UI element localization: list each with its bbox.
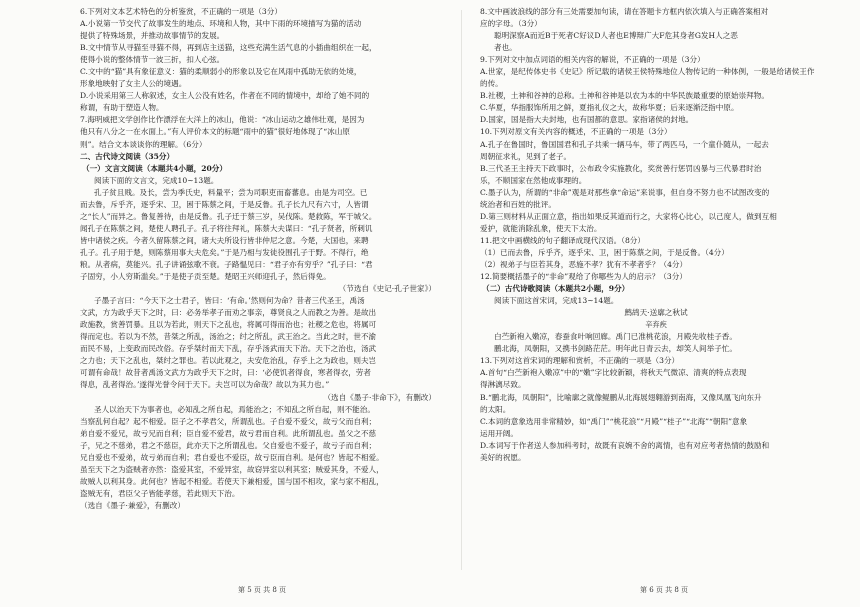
left_page-line: 而去鲁，斥乎齐，逐乎宋、卫，困于陈蔡之间，于是反鲁。孔子长九尺有六寸，人皆谓: [80, 199, 369, 209]
right_page-line: D.国家，国是指大夫封地，也有国都的意思。家指诸侯的封地。: [480, 115, 694, 125]
right_page-line: （二）古代诗歌阅读（本题共2小题，9分）: [482, 284, 630, 294]
right_page-line: C.墨子认为，所谓的“非命”观是对那些拿“命运”来说事，但自身不努力也不试图改变的: [480, 187, 770, 197]
left_page-line: 盗贼无有，君臣父子皆能孝慈，若此则天下治。: [80, 488, 240, 498]
right_page-line: D.第三则材料从正面立意，指出如果反其道而行之，大家将心比心，以己度人，做到互相: [480, 211, 777, 221]
right_page-line: 运用开阔。: [480, 428, 518, 438]
right_page-line: 8.文中画波浪线的部分有三处需要加句读，请在答题卡方框内依次填入与正确答案相对: [480, 7, 769, 16]
right_page-line: 的太阳。: [480, 404, 511, 414]
left_page-line: 可谓有命哉！故昔者禹汤文武方为政乎天下之时，曰：‘必使饥者得食，寒者得衣，劳者: [80, 368, 371, 378]
right_page-line: 周朝征求礼，见到了老子。: [480, 151, 572, 161]
left_page-line: （一）文言文阅读（本题共4小题，20分）: [82, 163, 227, 173]
right-page-footer: 第 6 页 共 8 页: [640, 586, 689, 594]
right_page-line: A.首句“白苎新袍入嫩凉”中的“嫩”字比较新颖，将秋天气微凉、清爽的特点表现: [480, 368, 747, 378]
right_page-line: B.三代圣王主持天下政事时，公布政令实施教化，奖赏善行惩罚凶暴与三代暴君时治: [480, 163, 762, 173]
left_page-line: 政施教，赏善罚暴。且以为若此，则天下之乱也，将属可得而治也；社稷之危也，将属可: [80, 320, 377, 330]
left_page-line: 他只有八分之一在水面上。”有人评价本文的标题“雨中的猫”很好地体现了“冰山原: [80, 127, 350, 137]
left-page-footer: 第 5 页 共 8 页: [238, 586, 287, 594]
left_page-line: 7.海明威把文学创作比作漂浮在大洋上的冰山，他说：“冰山运动之雄伟壮观，是因为: [80, 115, 365, 125]
left_page-line: 皆中诸侯之疾。今者久留陈蔡之间，诸大夫所设行皆非仲尼之意。今楚，大国也，来聘: [80, 235, 369, 245]
right_page-line: 应的字母。（3分）: [480, 19, 542, 29]
right_page-line: 9.下列对文中加点词语的相关内容的解说，不正确的一项是（3分）: [480, 55, 705, 65]
left_page-line: 提供了特殊场景，并推动故事情节的发展。: [80, 31, 225, 41]
left_page-line: 阅读下面的文言文，完成10~13题。: [94, 175, 219, 185]
left_page-line: 闻孔子在陈蔡之间，楚使人聘孔子。孔子将往拜礼，陈蔡大夫谋曰：“孔子贤者，所刺讥: [80, 223, 373, 233]
left_page-line: 而民不易，上变政而民改俗。存乎桀纣而天下乱，存乎汤武而天下治。天下之治也，汤武: [80, 344, 377, 354]
right_page-line: 白苎新袍入嫩凉，春蚕食叶响回廊。禹门已准桃花浪，月殿先收桂子香。: [494, 332, 737, 342]
right_page-line: B.“鹏北海，凤朝阳”，比喻廓之就像鲲鹏从北海展翅翱游到南海，又像凤凰飞向东升: [480, 392, 762, 402]
left_page-line: 文武，方为政乎天下之时，曰：必务举孝子而劝之事亲，尊贤良之人而教之为善。是故出: [80, 308, 377, 318]
left_page-line: 则”。结合文本谈谈你的理解。（6分）: [80, 139, 207, 149]
right_page-line: D.本词写于作者送人参加科考时，故既有哀婉不舍的离情，也有对应考者热情的鼓励和: [480, 440, 770, 450]
left_page-line: 之力也；天下之乱也，桀纣之罪也。若以此观之，夫安危治乱，存乎上之为政也，则夫岂: [80, 356, 377, 366]
right_page-line: 得淋漓尽致。: [480, 380, 526, 390]
left_page-line: 得息，乱者得治。’遂得光誉令问于天下。夫岂可以为命哉？故以为其力也。”: [80, 380, 330, 390]
right_page-line: 13.下列对这首宋词的理解和赏析，不正确的一项是（3分）: [480, 356, 680, 366]
right_page-line: 11.把文中画横线的句子翻译成现代汉语。（8分）: [480, 235, 645, 245]
left_page-line: A.小说第一节交代了故事发生的地点、环境和人物，其中下雨的环境描写为猫的活动: [80, 19, 362, 29]
right_page-line: 辛弃疾: [645, 320, 667, 330]
right_page-line: 者也。: [494, 43, 517, 53]
left_page-line: （选自《墨子·非命下》，有删改）: [323, 392, 436, 402]
right_page-line: 12.简要概括墨子的“非命”观给了你哪些为人的启示？（3分）: [480, 272, 687, 282]
left-page: [80, 6, 442, 591]
left_page-line: 子，兄之不慈弟，君之不慈臣，此亦天下之所谓乱也。父自爱也不爱子，故亏子而自利；: [80, 440, 377, 450]
right_page-line: 的传。: [480, 79, 503, 89]
left_page-line: 6.下列对文本艺术特色的分析鉴赏，不正确的一项是（3分）: [80, 7, 282, 16]
left_page-line: 形象地映射了女主人公的境遇。: [80, 79, 187, 89]
left_page-line: 弟自爱不爱兄，故亏兄而自利；臣自爱不爱君，故亏君而自利。此所谓乱也。虽父之不慈: [80, 428, 377, 438]
left_page-line: 圣人以治天下为事者也，必知乱之所自起，焉能治之；不知乱之所自起，则不能治。: [94, 404, 375, 414]
right_page-line: （2）视弟子与臣若其身，恶施不孝？犹有不孝者乎？（4分）: [480, 259, 688, 269]
right_page-line: 美好的祝愿。: [480, 452, 526, 462]
left_page-line: C.文中的“猫”具有象征意义：猫的柔顺弱小的形象以及它在风雨中孤助无依的处境，: [80, 67, 362, 77]
right_page-line: 统治者和百姓的批评。: [480, 199, 556, 209]
left_page-line: 之“长人”而异之。鲁复善待，由是反鲁。孔子迁于蔡三岁，吴伐陈。楚救陈，军于城父。: [80, 211, 377, 221]
right_page-line: C.本词的意象选用非常精妙，如“禹门”“桃花浪”“月殿”“桂子”“北海”“朝阳”意象: [480, 416, 748, 426]
right_page-line: B.社稷，土神和谷神的总称。土神和谷神是以农为本的中华民族最重要的原始崇拜物。: [480, 91, 769, 101]
right-page: [480, 6, 832, 591]
right_page-line: 鹧鸪天·送廓之秋试: [624, 308, 688, 318]
left_page-line: 使得小说的整体情节一波三折，扣人心弦。: [80, 55, 225, 65]
left_page-line: 子墨子言曰：“今天下之士君子，皆曰：‘有命。’然则何为命？昔者三代圣王，禹汤: [94, 296, 365, 306]
left_page-line: 二、古代诗文阅读（35分）: [80, 151, 175, 161]
right_page-line: 阅读下面这首宋词，完成13~14题。: [494, 296, 619, 306]
left_page-line: （选自《墨子·兼爱》，有删改）: [80, 500, 185, 510]
left_page-line: D.小说采用第三人称叙述，女主人公没有姓名，作者在不同的情境中，却给了她不同的: [80, 91, 370, 101]
left_page-line: 粮。从者病，莫能兴。孔子讲诵弦歌不衰。子路愠见曰：“君子亦有穷乎？”孔子曰：“君: [80, 259, 373, 269]
left_page-line: 孔子贫且贱。及长，尝为季氏史，料量平；尝为司职吏而畜蕃息。由是为司空。已: [94, 187, 368, 197]
left_page-line: 故贼人以利其身。此何也？皆起不相爱。若使天下兼相爱，国与国不相攻，家与家不相乱，: [80, 476, 384, 486]
right_page-line: A.孔子在鲁国时，鲁国国君和孔子共乘一辆马车，带了两匹马，一个童仆随从，一起去: [480, 139, 769, 149]
right_page-line: 聪明深察A而近B于死者C好议D人者也E博辩广大F危其身者G发H人之恶: [494, 31, 738, 41]
right_page-line: 鹏北海，凤朝阳，又携书剑路茫茫。明年此日青云去，却笑人间举子忙。: [494, 344, 737, 354]
left_page-line: 孔子。孔子用于楚，则陈蔡用事大夫危矣。”于是乃相与发徒役围孔子于野。不得行，绝: [80, 247, 369, 257]
left_page-line: 虽至天下之为盗贼者亦然：盗爱其室，不爱异室，故窃异室以利其室；贼爱其身，不爱人，: [80, 464, 384, 474]
right_page-line: 乐，不顺国家在然他成事理的。: [480, 175, 587, 185]
left_page-line: 兄自爱也不爱弟，故亏弟而自利；君自爱也不爱臣，故亏臣而自利。是何也？皆起不相爱。: [80, 452, 384, 462]
left_page-line: 子固穷，小人穷斯滥矣。”于是使子贡至楚。楚昭王兴师迎孔子，然后得免。: [80, 272, 331, 282]
right_page-line: C.华夏，华指服饰所用之鲜，夏指礼仪之大，故称华夏；后来逐渐泛指中原。: [480, 103, 739, 113]
right_page-line: 爱护，就能消除乱象，使天下太治。: [480, 223, 602, 233]
left_page-line: B.文中情节从寻猫至寻猫不得，再到店主送猫，这些充满生活气息的小插曲组织在一起，: [80, 43, 377, 53]
right_page-line: A.世家，是纪传体史书《史记》所记载的诸侯王侯特殊地位人物传记的一种体例，一般是给诸侯王作: [480, 67, 815, 77]
page-divider: [461, 10, 462, 570]
right_page-line: （1）已而去鲁，斥乎齐，逐乎宋、卫，困于陈蔡之间，于是反鲁。（4分）: [480, 247, 729, 257]
left_page-line: 得而定也。若以为不然，昔桀之所乱，汤治之；纣之所乱，武王治之。当此之时，世不渝: [80, 332, 377, 342]
left_page-line: （节选自《史记·孔子世家》）: [338, 284, 436, 294]
left_page-line: 称谓，有助于塑造人物。: [80, 103, 164, 113]
left_page-line: 当察乱何自起？起不相爱。臣子之不孝君父，所谓乱也。子自爱不爱父，故亏父而自利；: [80, 416, 377, 426]
right_page-line: 10.下列对原文有关内容的概述，不正确的一项是（3分）: [480, 127, 672, 137]
